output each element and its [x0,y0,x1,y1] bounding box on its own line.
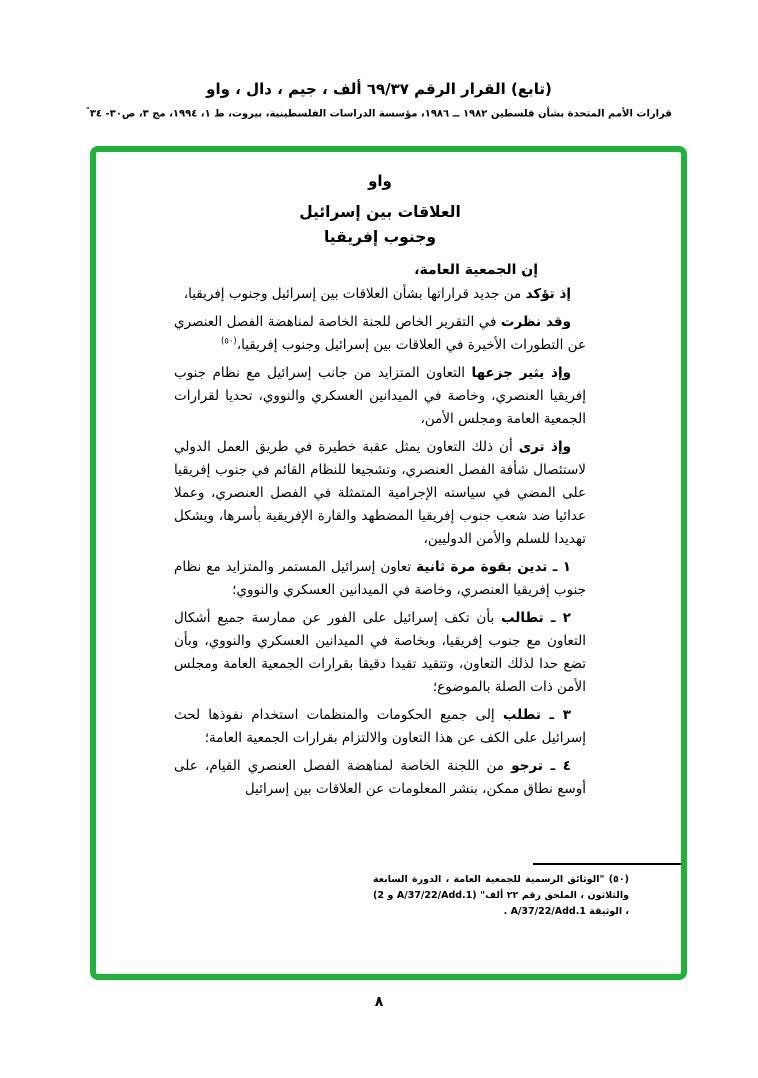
paragraph-lead: ٤ ـ ترجو [511,758,571,774]
source-citation-text: قرارات الأمم المتحدة بشأن فلسطين ١٩٨٢ ــ ١٩٨٦، مؤسسة الدراسات الفلسطينية، بيروت، ط ١، ١٩٩٤، مج ٣، ص٣٠- ٣٤ [89,108,672,120]
preamble-paragraph-4 [174,436,586,551]
paragraph-lead: وإذ يثير جزعها [471,365,572,381]
frame-content [96,152,681,974]
preamble-paragraph-1 [174,283,586,306]
footnote-text [373,872,629,920]
page-header [0,80,758,119]
footnote-separator [533,863,681,865]
preamble-paragraph-2 [174,311,586,357]
section-letter: واو [368,172,392,190]
preamble-opening: إن الجمعية العامة، [414,262,538,278]
footnote-reference-50: (٥٠) [220,336,237,347]
operative-paragraph-3 [174,704,586,750]
paragraph-lead: ٢ ـ تطالب [501,610,571,626]
resolution-header-title: (تابع) القرار الرقم ٦٩/٣٧ ألف ، جيم ، دال ، واو [206,80,552,98]
paragraph-lead: ٣ ـ تطلب [502,707,571,723]
resolution-title-line1: العلاقات بين إسرائيل [299,203,461,221]
paragraph-lead: وقد نظرت [500,314,572,330]
paragraph-lead: وإذ ترى [518,439,571,455]
paragraph-text: إلى جميع الحكومات والمنظمات استخدام نفوذها لحث إسرائيل على الكف عن هذا التعاون والالتزام بقرارات الجمعية العامة؛ [174,707,586,746]
resolution-body [96,164,681,806]
paragraph-text: في التقرير الخاص للجنة الخاصة لمناهضة الفصل العنصري عن التطورات الأخيرة في العلاقات بين إسرائيل وجنوب إفريقيا، [174,314,586,353]
paragraph-text: من اللجنة الخاصة لمناهضة الفصل العنصري القيام، على أوسع نطاق ممكن، بنشر المعلومات عن العلاقات بين إسرائيل [174,758,586,797]
footnote-marker: (٥٠) [608,874,629,885]
paragraph-text: تعاون إسرائيل المستمر والمتزايد مع نظام جنوب إفريقيا العنصري، وخاصة في الميدانين العسكري والنووي؛ [174,559,586,598]
page-number: ٨ [374,994,384,1010]
paragraph-text: التعاون المتزايد من جانب إسرائيل مع نظام جنوب إفريقيا العنصري، وخاصة في الميدانين العسكري والنووي، تحديا لقرارات الجمعية العامة ومجلس الأمن، [174,365,586,427]
preamble-paragraph-3 [174,362,586,431]
footnote-body: "الوثائق الرسمية للجمعية العامة ، الدورة السابعة والثلاثون ، الملحق رقم ٢٢ ألف" (A/37/22/Add.1 و 2) ، الوثيقة A/37/22/Add.1 . [373,874,629,917]
operative-paragraph-1 [174,556,586,602]
paragraph-lead: إذ تؤكد [525,286,571,302]
source-citation-line [0,106,758,119]
paragraph-lead: ١ ـ تدين بقوة مرة ثانية [416,559,571,575]
operative-paragraph-2 [174,607,586,699]
operative-paragraph-4 [174,755,586,801]
footnote-area [96,863,681,920]
paragraph-text: أن ذلك التعاون يمثل عقبة خطيرة في طريق العمل الدولي لاستئصال شأفة الفصل العنصري، وتشجيعا للنظام القائم في جنوب إفريقيا على المضي في سياسته الإجرامية المتمثلة في الفصل العنصري، وعملا عدائيا ضد شعب جنوب إفريقيا المضطهد والقارة الإفريقية بأسرها، ويشكل تهديدا للسلم والأمن الدوليين، [174,439,586,547]
document-frame [90,146,687,980]
paragraph-text: من جديد قراراتها بشأن العلاقات بين إسرائيل وجنوب إفريقيا، [183,286,526,302]
citation-reference-mark: " [86,106,90,114]
paragraph-text: بأن تكف إسرائيل على الفور عن ممارسة جميع أشكال التعاون مع جنوب إفريقيا، وبخاصة في الميدانين العسكري والنووي، وبأن تضع حدا لذلك التعاون، وتتقيد تقيدا دقيقا بقرارات الجمعية العامة ومجلس الأمن ذات الصلة بالموضوع؛ [174,610,586,695]
resolution-title-line2: وجنوب إفريقيا [323,228,437,246]
